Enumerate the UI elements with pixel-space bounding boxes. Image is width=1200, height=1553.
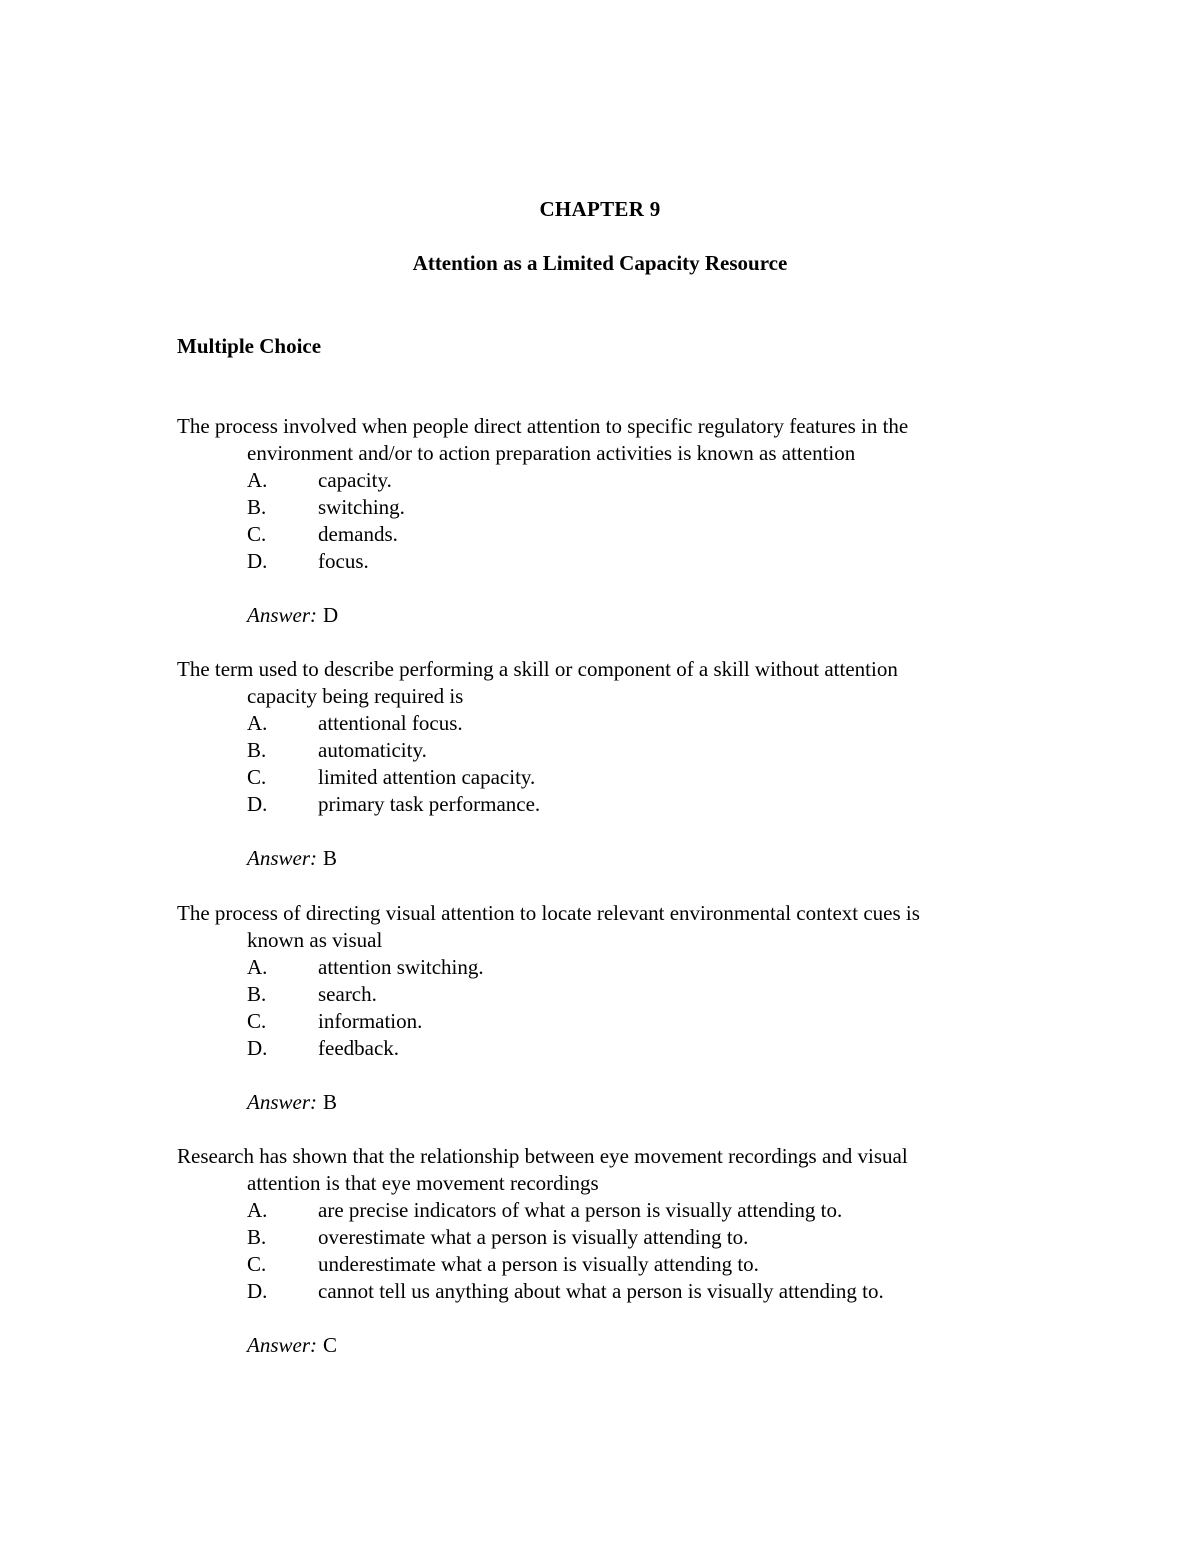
chapter-subtitle: Attention as a Limited Capacity Resource xyxy=(412,251,788,275)
option-b xyxy=(247,1224,1057,1251)
option-letter: B. xyxy=(247,1225,267,1249)
section-heading: Multiple Choice xyxy=(177,334,322,358)
option-text: search. xyxy=(318,982,377,1006)
answer-value: D xyxy=(323,603,339,627)
question-1 xyxy=(177,413,1057,629)
answer-label: Answer: xyxy=(247,1090,317,1114)
option-letter: A. xyxy=(247,711,268,735)
answer-line xyxy=(177,602,1057,629)
answer-label: Answer: xyxy=(247,846,317,870)
question-4 xyxy=(177,1143,1057,1359)
answer-value: C xyxy=(323,1333,338,1357)
question-stem: The term used to describe performing a skill or component of a skill without attention xyxy=(177,657,898,681)
question-stem-continued: attention is that eye movement recordings xyxy=(247,1171,599,1195)
option-letter: C. xyxy=(247,1252,267,1276)
option-text: automaticity. xyxy=(318,738,427,762)
option-b xyxy=(247,494,1057,521)
option-text: limited attention capacity. xyxy=(318,765,536,789)
option-letter: D. xyxy=(247,792,268,816)
option-letter: B. xyxy=(247,982,267,1006)
option-text: attention switching. xyxy=(318,955,484,979)
option-text: overestimate what a person is visually attending to. xyxy=(318,1225,749,1249)
option-c xyxy=(247,521,1057,548)
option-letter: C. xyxy=(247,1009,267,1033)
option-letter: D. xyxy=(247,1279,268,1303)
option-d xyxy=(247,548,1057,575)
option-text: are precise indicators of what a person is visually attending to. xyxy=(318,1198,843,1222)
option-letter: B. xyxy=(247,738,267,762)
option-letter: A. xyxy=(247,955,268,979)
option-text: focus. xyxy=(318,549,369,573)
question-stem: The process involved when people direct attention to specific regulatory features in the xyxy=(177,414,909,438)
option-letter: C. xyxy=(247,765,267,789)
option-text: information. xyxy=(318,1009,423,1033)
option-a xyxy=(247,710,1057,737)
option-text: attentional focus. xyxy=(318,711,463,735)
option-letter: A. xyxy=(247,468,268,492)
option-list xyxy=(177,710,1057,818)
option-text: capacity. xyxy=(318,468,392,492)
question-stem: The process of directing visual attention to locate relevant environmental context cues is xyxy=(177,901,920,925)
chapter-title: CHAPTER 9 xyxy=(539,197,661,221)
option-d xyxy=(247,1278,1057,1305)
option-text: cannot tell us anything about what a person is visually attending to. xyxy=(318,1279,884,1303)
option-letter: C. xyxy=(247,522,267,546)
option-list xyxy=(177,467,1057,575)
answer-label: Answer: xyxy=(247,603,317,627)
option-text: underestimate what a person is visually attending to. xyxy=(318,1252,759,1276)
option-text: demands. xyxy=(318,522,398,546)
question-stem-continued: capacity being required is xyxy=(247,684,464,708)
option-a xyxy=(247,1197,1057,1224)
option-a xyxy=(247,954,1057,981)
option-a xyxy=(247,467,1057,494)
answer-label: Answer: xyxy=(247,1333,317,1357)
answer-line xyxy=(177,845,1057,872)
option-b xyxy=(247,981,1057,1008)
option-c xyxy=(247,1008,1057,1035)
option-letter: D. xyxy=(247,549,268,573)
answer-value: B xyxy=(323,846,338,870)
option-list xyxy=(177,954,1057,1062)
question-stem-continued: environment and/or to action preparation activities is known as attention xyxy=(247,441,856,465)
option-b xyxy=(247,737,1057,764)
question-stem: Research has shown that the relationship between eye movement recordings and visual xyxy=(177,1144,908,1168)
answer-value: B xyxy=(323,1090,338,1114)
answer-line xyxy=(177,1089,1057,1116)
option-text: feedback. xyxy=(318,1036,400,1060)
question-2 xyxy=(177,656,1057,872)
answer-line xyxy=(177,1332,1057,1359)
option-text: switching. xyxy=(318,495,405,519)
option-d xyxy=(247,791,1057,818)
option-letter: A. xyxy=(247,1198,268,1222)
option-c xyxy=(247,764,1057,791)
question-stem-continued: known as visual xyxy=(247,928,383,952)
question-3 xyxy=(177,900,1057,1116)
option-text: primary task performance. xyxy=(318,792,541,816)
option-d xyxy=(247,1035,1057,1062)
option-list xyxy=(177,1197,1057,1305)
option-letter: B. xyxy=(247,495,267,519)
option-c xyxy=(247,1251,1057,1278)
option-letter: D. xyxy=(247,1036,268,1060)
